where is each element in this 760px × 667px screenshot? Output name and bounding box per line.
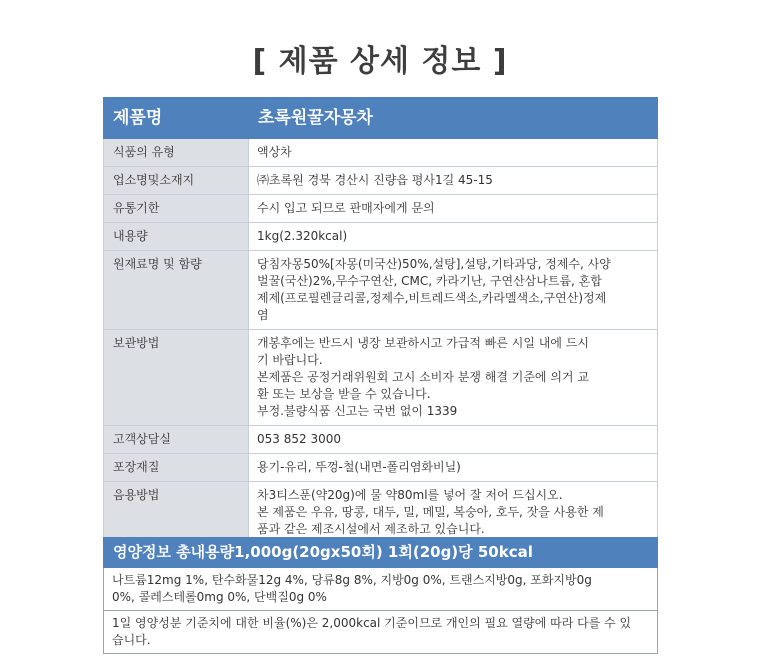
- row-value: ㈜초록원 경북 경산시 진량읍 평사1길 45-15: [249, 167, 658, 195]
- table-row: [104, 139, 658, 167]
- nutrition-facts: 나트륨12mg 1%, 탄수화물12g 4%, 당류8g 8%, 지방0g 0%, 트랜스지방0g, 포화지방0g 0%, 콜레스테롤0mg 0%, 단백질0g 0%: [104, 568, 658, 611]
- product-name-value: 초록원꿀자몽차: [249, 98, 658, 139]
- table-row: [104, 330, 658, 426]
- table-row: [104, 454, 658, 482]
- nutrition-note: 1일 영양성분 기준치에 대한 비율(%)은 2,000kcal 기준이므로 개인의 필요 열량에 따라 다를 수 있 습니다.: [104, 611, 658, 654]
- nutrition-note-row: [104, 611, 658, 654]
- row-value: 053 852 3000: [249, 426, 658, 454]
- row-value: 수시 입고 되므로 판매자에게 문의: [249, 195, 658, 223]
- product-name-label: 제품명: [104, 98, 249, 139]
- row-label: 음용방법: [104, 482, 249, 544]
- row-label: 포장재질: [104, 454, 249, 482]
- row-value: 차3티스푼(약20g)에 물 약80ml를 넣어 잘 저어 드십시오. 본 제품은 우유, 땅콩, 대두, 밀, 메밀, 복숭아, 호두, 잣을 사용한 제 품과 같은 제조시설에서 제조하고 있습니다.: [249, 482, 658, 544]
- product-name-row: [104, 98, 658, 139]
- page-title: [ 제품 상세 정보 ]: [252, 44, 508, 79]
- table-row: [104, 167, 658, 195]
- row-value: 개봉후에는 반드시 냉장 보관하시고 가급적 빠른 시일 내에 드시 기 바랍니다. 본제품은 공정거래위원회 고시 소비자 분쟁 해결 기준에 의거 교 환 또는 보상을 받을 수 있습니다. 부정.불량식품 신고는 국번 없이 1339: [249, 330, 658, 426]
- table-row: [104, 251, 658, 330]
- row-label: 식품의 유형: [104, 139, 249, 167]
- row-label: 원재료명 및 함량: [104, 251, 249, 330]
- row-label: 내용량: [104, 223, 249, 251]
- row-value: 당침자몽50%[자몽(미국산)50%,설탕],설탕,기타과당, 정제수, 사양 벌꿀(국산)2%,무수구연산, CMC, 카라기난, 구연산삼나트륨, 혼합 제제(프로필렌글리콜,정제수,비트레드색소,카라멜색소,구연산)정제 염: [249, 251, 658, 330]
- product-info-table: [103, 97, 658, 544]
- row-value: 액상차: [249, 139, 658, 167]
- nutrition-facts-row: [104, 568, 658, 611]
- row-label: 업소명및소재지: [104, 167, 249, 195]
- table-row: [104, 482, 658, 544]
- row-value: 1kg(2.320kcal): [249, 223, 658, 251]
- row-label: 보관방법: [104, 330, 249, 426]
- table-row: [104, 426, 658, 454]
- nutrition-heading: 영양정보 총내용량1,000g(20gx50회) 1회(20g)당 50kcal: [104, 538, 658, 568]
- table-row: [104, 223, 658, 251]
- nutrition-heading-row: [104, 538, 658, 568]
- row-value: 용기-유리, 뚜껑-철(내면-폴리염화비닐): [249, 454, 658, 482]
- nutrition-table: [103, 537, 658, 654]
- table-row: [104, 195, 658, 223]
- row-label: 유통기한: [104, 195, 249, 223]
- row-label: 고객상담실: [104, 426, 249, 454]
